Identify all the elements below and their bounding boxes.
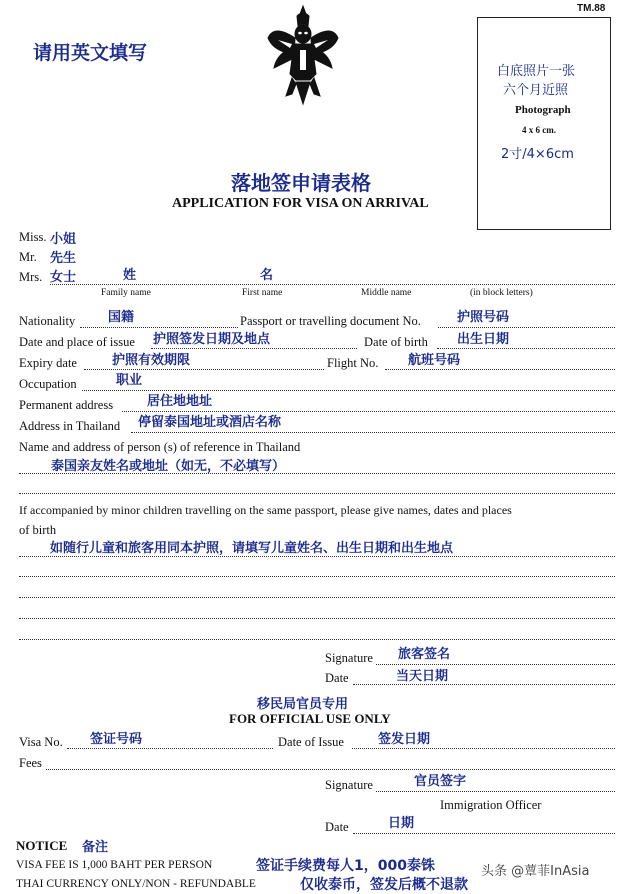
notice-fee: VISA FEE IS 1,000 BAHT PER PERSON xyxy=(16,859,213,871)
issue-cn: 护照签发日期及地点 xyxy=(153,332,271,347)
official-title-cn: 移民局官员专用 xyxy=(257,697,349,712)
visa-no-label: Visa No. xyxy=(19,735,63,749)
notice-currency: THAI CURRENCY ONLY/NON - REFUNDABLE xyxy=(16,878,256,890)
notice-label-cn: 备注 xyxy=(82,840,109,855)
flight-label: Flight No. xyxy=(327,356,379,370)
flight-input[interactable] xyxy=(385,369,615,370)
notice-fee-cn: 签证手续费每人1，000泰铢 xyxy=(256,858,435,874)
reference-input-line2[interactable] xyxy=(19,493,615,494)
mrs-cn: 女士 xyxy=(50,270,77,285)
mr-cn: 先生 xyxy=(50,251,77,266)
title-cn: 落地签申请表格 xyxy=(231,171,371,195)
officer-date-label: Date xyxy=(325,820,349,834)
minors-input-line3[interactable] xyxy=(19,597,615,598)
applicant-signature-label: Signature xyxy=(325,651,373,665)
reference-cn: 泰国亲友姓名或地址（如无，不必填写） xyxy=(51,459,286,474)
minors-cn: 如随行儿童和旅客用同本护照，请填写儿童姓名、出生日期和出生地点 xyxy=(50,541,454,556)
officer-signature-input[interactable] xyxy=(376,791,615,792)
dob-cn: 出生日期 xyxy=(457,332,510,347)
photo-box[interactable] xyxy=(477,17,611,230)
reference-input[interactable] xyxy=(19,473,615,474)
minors-input-line2[interactable] xyxy=(19,576,615,577)
thai-address-cn: 停留泰国地址或酒店名称 xyxy=(138,415,282,430)
minors-label-line2: of birth xyxy=(19,523,57,537)
occupation-label: Occupation xyxy=(19,377,77,391)
form-code: TM.88 xyxy=(577,3,606,14)
notice-label: NOTICE xyxy=(16,838,68,853)
passport-label: Passport or travelling document No. xyxy=(240,314,421,328)
title-en: APPLICATION FOR VISA ON ARRIVAL xyxy=(172,196,429,211)
flight-cn: 航班号码 xyxy=(408,353,461,368)
issue-label: Date and place of issue xyxy=(19,335,135,349)
thai-address-input[interactable] xyxy=(131,432,615,433)
officer-date-input[interactable] xyxy=(353,833,615,834)
date-of-issue-label: Date of Issue xyxy=(278,735,344,749)
minors-input-line4[interactable] xyxy=(19,618,615,619)
officer-date-cn: 日期 xyxy=(388,816,415,831)
applicant-date-cn: 当天日期 xyxy=(396,669,449,684)
official-title: FOR OFFICIAL USE ONLY xyxy=(229,711,391,726)
minors-input-line5[interactable] xyxy=(19,639,615,640)
mr-label: Mr. xyxy=(19,250,37,264)
permanent-address-cn: 居住地地址 xyxy=(147,394,213,409)
photo-line2-cn: 六个月近照 xyxy=(503,83,569,98)
permanent-address-label: Permanent address xyxy=(19,398,114,412)
date-of-issue-cn: 签发日期 xyxy=(378,732,431,747)
expiry-cn: 护照有效期限 xyxy=(112,353,191,368)
name-input[interactable] xyxy=(50,284,615,285)
occupation-cn: 职业 xyxy=(116,373,143,388)
miss-label: Miss. xyxy=(19,230,47,244)
expiry-label: Expiry date xyxy=(19,356,77,370)
nationality-label: Nationality xyxy=(19,314,76,328)
mrs-label: Mrs. xyxy=(19,270,43,284)
garuda-emblem-icon xyxy=(262,4,344,114)
officer-signature-label: Signature xyxy=(325,778,373,792)
minors-label-line1: If accompanied by minor children travelling on the same passport, please give names, dates and places xyxy=(19,503,512,517)
photo-size-cn: 2寸/4×6cm xyxy=(501,147,574,162)
fees-input[interactable] xyxy=(46,769,615,770)
notice-currency-cn: 仅收泰币，签发后概不退款 xyxy=(300,877,468,893)
fees-label: Fees xyxy=(19,756,42,770)
surname-cn: 姓 xyxy=(123,268,137,283)
reference-label: Name and address of person (s) of reference in Thailand xyxy=(19,440,301,454)
passport-cn: 护照号码 xyxy=(457,310,510,325)
immigration-officer-label: Immigration Officer xyxy=(440,798,542,812)
thai-address-label: Address in Thailand xyxy=(19,419,121,433)
dob-label: Date of birth xyxy=(364,335,428,349)
dob-input[interactable] xyxy=(437,348,615,349)
visa-no-cn: 签证号码 xyxy=(90,732,143,747)
miss-cn: 小姐 xyxy=(50,232,77,247)
instruction-cn: 请用英文填写 xyxy=(33,42,148,64)
given-name-cn: 名 xyxy=(260,268,274,283)
block-letters-label: (in block letters) xyxy=(470,288,533,298)
photo-label: Photograph xyxy=(515,104,571,116)
photo-line1-cn: 白底照片一张 xyxy=(497,64,576,79)
officer-signature-cn: 官员签字 xyxy=(414,774,467,789)
photo-size: 4 x 6 cm. xyxy=(522,125,556,135)
applicant-date-input[interactable] xyxy=(353,684,615,685)
watermark: 头条 @蕈菲InAsia xyxy=(481,860,589,879)
date-of-issue-input[interactable] xyxy=(352,748,615,749)
first-name-label: First name xyxy=(242,288,283,298)
nationality-cn: 国籍 xyxy=(108,310,135,325)
applicant-signature-cn: 旅客签名 xyxy=(398,647,451,662)
family-name-label: Family name xyxy=(101,288,151,298)
visa-no-input[interactable] xyxy=(67,748,273,749)
minors-input-line1[interactable] xyxy=(19,556,615,557)
middle-name-label: Middle name xyxy=(361,288,412,298)
applicant-date-label: Date xyxy=(325,671,349,685)
